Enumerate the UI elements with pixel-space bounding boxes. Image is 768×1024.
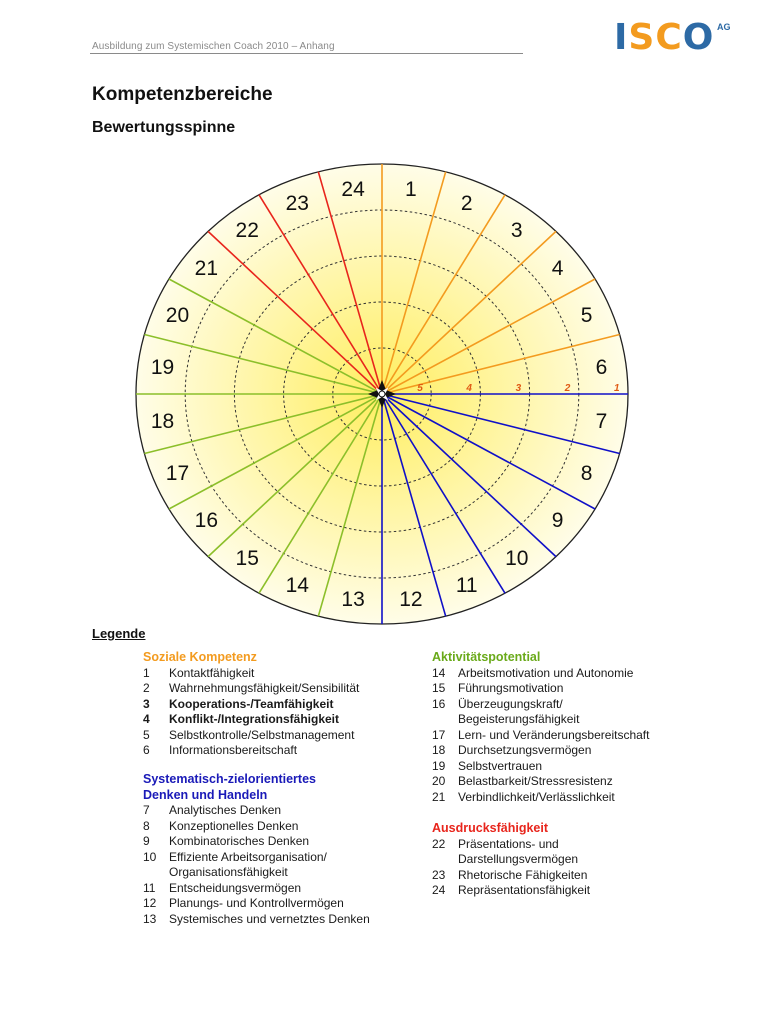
legend-group-title: Ausdrucksfähigkeit [432, 821, 549, 835]
spoke-label-9: 9 [551, 509, 564, 533]
logo-letter-o: O [682, 17, 715, 58]
legend-item-num: 5 [143, 727, 150, 742]
scale-label-5: 5 [417, 383, 423, 394]
legend-item-num: 21 [432, 789, 446, 804]
legend-item [432, 728, 732, 744]
legend-item [143, 803, 423, 819]
legend-item-text: Effiziente Arbeitsorganisation/ [169, 849, 327, 864]
legend-item [143, 666, 413, 682]
legend-item-num: 4 [143, 712, 150, 726]
legend-group-title-line2: Denken und Handeln [143, 787, 268, 802]
legend-item [143, 697, 413, 713]
legend-item-num: 10 [143, 849, 157, 864]
legend-group-soziale [143, 650, 413, 759]
scale-label-4: 4 [466, 383, 472, 394]
legend-item-num: 13 [143, 911, 157, 926]
legend-item-text: Informationsbereitschaft [169, 743, 298, 757]
spoke-label-7: 7 [595, 410, 608, 434]
legend-item-num: 2 [143, 681, 150, 695]
legend-item-num: 6 [143, 743, 150, 757]
legend-item-num: 11 [143, 880, 156, 895]
spoke-label-22: 22 [235, 218, 259, 242]
scale-label-3: 3 [515, 383, 522, 394]
legend-item-num: 17 [432, 727, 446, 742]
legend-item [143, 912, 423, 928]
legend-item-text: Selbstkontrolle/Selbstmanagement [169, 727, 355, 742]
legend-item-num: 20 [432, 774, 446, 788]
legend-item-text: Arbeitsmotivation und Autonomie [458, 665, 634, 680]
legend-group-title: Aktivitätspotential [432, 650, 541, 664]
legend-item-num: 19 [432, 758, 446, 773]
legend-title: Legende [92, 626, 146, 641]
legend-group-title: Systematisch-zielorientiertes [143, 772, 316, 786]
legend-item-num: 18 [432, 743, 446, 757]
legend-item-text: Entscheidungsvermögen [169, 880, 302, 895]
page-title: Kompetenzbereiche [92, 84, 273, 105]
legend-item [143, 819, 423, 835]
legend-item-num: 8 [143, 818, 150, 833]
spoke-label-6: 6 [595, 355, 608, 379]
legend-item [432, 666, 732, 682]
legend-item [143, 896, 423, 912]
legend-item [143, 881, 423, 897]
legend-item-text: Planungs- und Kontrollvermögen [169, 896, 344, 910]
logo-letter-s: S [628, 17, 656, 58]
spoke-label-11: 11 [455, 574, 478, 598]
legend-item-num: 7 [143, 803, 150, 817]
header-text: Ausbildung zum Systemischen Coach 2010 – Anhang [92, 41, 335, 52]
legend-item [143, 681, 413, 697]
legend-item [432, 774, 732, 790]
spoke-label-4: 4 [551, 256, 564, 280]
legend-item [432, 681, 732, 697]
legend-item [143, 728, 413, 744]
spoke-label-23: 23 [285, 191, 309, 215]
legend-item-text: Kooperations-/Teamfähigkeit [169, 696, 334, 711]
legend-item-num: 24 [432, 883, 446, 897]
spoke-label-16: 16 [194, 509, 219, 533]
legend-item-num: 1 [143, 665, 150, 680]
spoke-label-24: 24 [341, 177, 365, 201]
spoke-label-15: 15 [235, 547, 259, 571]
legend-item [143, 743, 413, 759]
legend-item-text: Analytisches Denken [169, 803, 282, 817]
legend-item-text: Wahrnehmungsfähigkeit/Sensibilität [169, 681, 360, 695]
scale-label-2: 2 [564, 383, 571, 394]
legend-item [432, 697, 732, 713]
legend-item-text: Präsentations- und [458, 836, 559, 851]
legend-item-text: Führungsmotivation [458, 681, 564, 695]
spoke-label-8: 8 [580, 462, 593, 486]
legend-item-text: Kontaktfähigkeit [169, 665, 255, 680]
legend-item-num: 3 [143, 696, 150, 711]
legend-item-continuation: Darstellungsvermögen [458, 852, 579, 866]
legend-item [432, 883, 732, 899]
spoke-label-21: 21 [194, 256, 219, 280]
isco-logo [614, 17, 744, 58]
spoke-label-18: 18 [150, 410, 175, 434]
legend-item-text: Konflikt-/Integrationsfähigkeit [169, 712, 340, 726]
spoke-label-3: 3 [510, 218, 523, 242]
legend-item [143, 834, 423, 850]
scale-label-1: 1 [614, 383, 620, 394]
rating-spider-chart [130, 160, 642, 630]
legend-item [432, 790, 732, 806]
spoke-label-10: 10 [505, 547, 529, 571]
legend-item-text: Überzeugungskraft/ [458, 696, 563, 711]
legend-group-systematisch [143, 772, 423, 927]
logo-suffix: AG [717, 22, 731, 32]
legend-item-num: 14 [432, 665, 446, 680]
legend-item-continuation: Begeisterungsfähigkeit [458, 712, 580, 726]
spoke-label-17: 17 [165, 462, 190, 486]
legend-group-title: Soziale Kompetenz [143, 650, 257, 664]
legend-item [143, 712, 413, 728]
legend-item-text: Verbindlichkeit/Verlässlichkeit [458, 789, 615, 804]
legend-item-text: Lern- und Veränderungsbereitschaft [458, 727, 650, 742]
legend-item [432, 868, 732, 884]
legend-item [432, 759, 732, 775]
legend-item-num: 9 [143, 834, 150, 848]
legend-item-text: Repräsentationsfähigkeit [458, 883, 591, 897]
legend-item-num: 12 [143, 896, 157, 910]
legend-item [432, 743, 732, 759]
legend-item-num: 15 [432, 681, 446, 695]
logo-letter-c: C [655, 17, 683, 58]
spoke-label-12: 12 [399, 588, 423, 612]
spoke-label-2: 2 [460, 191, 473, 215]
legend-item [143, 850, 423, 866]
spoke-label-14: 14 [285, 574, 309, 598]
spoke-label-20: 20 [165, 303, 190, 327]
legend-item-text: Kombinatorisches Denken [169, 834, 310, 848]
legend-item-text: Selbstvertrauen [458, 758, 543, 773]
legend-item-text: Rhetorische Fähigkeiten [458, 867, 588, 882]
spoke-label-13: 13 [341, 588, 365, 612]
header-rule [90, 53, 523, 54]
legend-item-num: 16 [432, 696, 446, 711]
legend-item-text: Durchsetzungsvermögen [458, 743, 592, 757]
legend-item-num: 22 [432, 836, 446, 851]
legend-group-ausdruck [432, 821, 732, 899]
legend-item-text: Belastbarkeit/Stressresistenz [458, 774, 613, 788]
legend-item-text: Systemisches und vernetztes Denken [169, 911, 370, 926]
legend-item [432, 837, 732, 853]
logo-letter-i: I [614, 17, 629, 58]
legend-item-num: 23 [432, 867, 446, 882]
spoke-label-5: 5 [580, 303, 593, 327]
legend-group-aktivitaet [432, 650, 732, 805]
spoke-label-1: 1 [405, 177, 417, 201]
legend-item-continuation: Organisationsfähigkeit [169, 865, 288, 879]
spoke-label-19: 19 [150, 355, 175, 379]
legend-item-text: Konzeptionelles Denken [169, 818, 299, 833]
page-subtitle: Bewertungsspinne [92, 119, 236, 136]
